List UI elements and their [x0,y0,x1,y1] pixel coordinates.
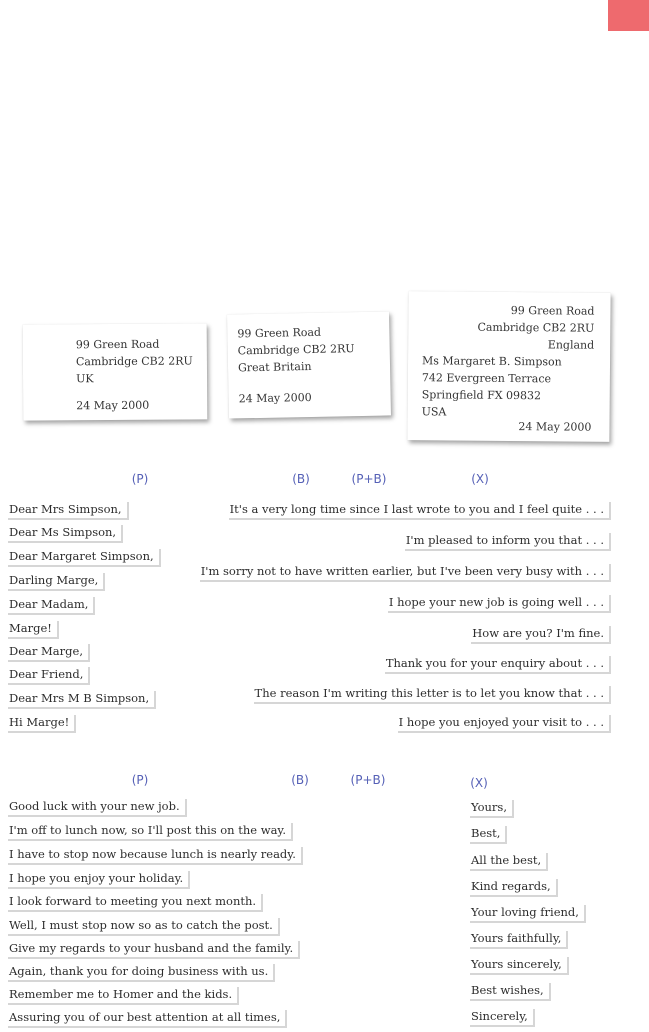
address-line: UK [76,372,94,386]
closing-item: Assuring you of our best attention at all times, [6,1008,285,1026]
greeting-item: Darling Marge, [6,571,103,589]
column-header-p: (Р) [131,472,149,486]
opening-item: It's a very long time since I last wrote to you and I feel quite . . . [227,500,609,518]
opening-item: I hope your new job is going well . . . [386,593,609,611]
address-date: 24 May 2000 [238,390,312,406]
address-line: Cambridge CB2 2RU [237,342,355,358]
closing-item: Again, thank you for doing business with us. [6,962,273,980]
closing-item: Well, I must stop now so as to catch the post. [6,916,278,934]
closing-item: I hope you enjoy your holiday. [6,869,188,887]
address-card-uk [23,323,208,420]
address-line: Great Britain [237,359,312,375]
corner-tab [608,0,649,31]
signoff-item: Sincerely, [468,1007,533,1025]
address-line: 99 Green Road [75,337,160,352]
greeting-item: Dear Marge, [6,642,88,660]
greeting-item: Dear Friend, [6,665,88,683]
address-line: Cambridge CB2 2RU [75,354,193,369]
closing-item: Good luck with your new job. [6,797,185,815]
address-date: 24 May 2000 [76,398,150,413]
recipient-line: USA [421,405,447,419]
column-header-x: (Х) [470,776,488,790]
address-card-england [407,291,610,442]
address-card-great-britain [227,311,391,418]
closing-item: Give my regards to your husband and the family. [6,939,298,957]
greeting-item: Dear Mrs Simpson, [6,500,127,518]
greeting-item: Dear Madam, [6,595,93,613]
greeting-item: Marge! [6,619,57,637]
greeting-item: Hi Marge! [6,713,74,731]
recipient-line: Springfield FX 09832 [421,388,542,403]
greeting-item: Dear Mrs M B Simpson, [6,689,154,707]
signoff-item: Yours, [468,798,512,816]
recipient-line: 742 Evergreen Terrace [421,371,552,386]
closing-item: Remember me to Homer and the kids. [6,985,237,1003]
sender-line: Cambridge CB2 2RU [477,320,595,335]
recipient-line: Ms Margaret B. Simpson [421,354,562,369]
signoff-item: Best wishes, [468,981,549,999]
signoff-item: Kind regards, [468,877,556,895]
closing-item: I have to stop now because lunch is nearly ready. [6,845,301,863]
column-header-pv: (Р+В) [351,472,387,486]
sender-line: England [547,338,595,352]
opening-item: I'm pleased to inform you that . . . [403,531,609,549]
column-header-v: (В) [291,773,309,787]
column-header-v: (В) [292,472,310,486]
signoff-item: Yours sincerely, [468,955,567,973]
address-date: 24 May 2000 [518,420,592,434]
opening-item: I'm sorry not to have written earlier, but I've been very busy with . . . [198,562,609,580]
column-header-p: (Р) [131,773,149,787]
opening-item: How are you? I'm fine. [469,624,609,642]
signoff-item: Yours faithfully, [468,929,566,947]
signoff-item: Your loving friend, [468,903,584,921]
closing-item: I'm off to lunch now, so I'll post this on the way. [6,821,291,839]
closing-item: I look forward to meeting you next month. [6,892,261,910]
greeting-item: Dear Ms Simpson, [6,523,121,541]
sender-line: 99 Green Road [510,304,595,318]
greeting-item: Dear Margaret Simpson, [6,547,159,565]
opening-item: I hope you enjoyed your visit to . . . [396,713,609,731]
column-header-pv: (Р+В) [350,773,386,787]
signoff-item: All the best, [468,851,546,869]
signoff-item: Best, [468,824,505,842]
opening-item: The reason I'm writing this letter is to let you know that . . . [252,684,609,702]
address-line: 99 Green Road [237,325,322,341]
column-header-x: (Х) [471,472,489,486]
opening-item: Thank you for your enquiry about . . . [383,654,609,672]
